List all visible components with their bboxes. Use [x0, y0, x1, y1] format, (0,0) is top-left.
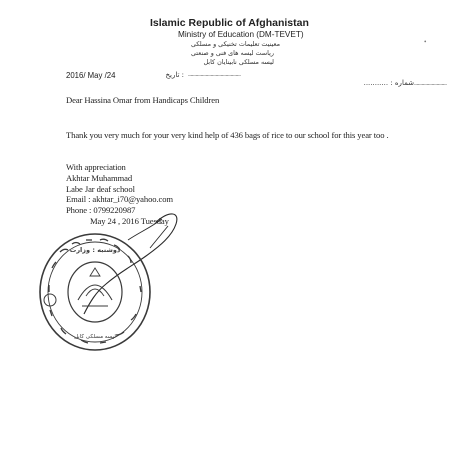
- date-value: 2016/ May /24: [66, 71, 116, 80]
- sender-email: Email : akhtar_i70@yahoo.com: [66, 194, 174, 204]
- letterhead-arabic-line-1: معینیت تعلیمات تخنیکی و مسلکی: [190, 40, 280, 48]
- letterhead-ministry: Ministry of Education (DM-TEVET): [178, 30, 304, 39]
- signed-date: May 24 , 2016 Tuesday: [90, 216, 169, 226]
- signature-stroke: [84, 214, 177, 314]
- salutation: Dear Hassina Omar from Handicaps Children: [66, 95, 220, 105]
- sender-school: Labe Jar deaf school: [66, 184, 135, 194]
- number-label: شماره : ...........: [363, 79, 414, 87]
- sender-name: Akhtar Muhammad: [66, 173, 133, 183]
- stamp-inner-text: لیسه مسلکی کابل: [74, 334, 116, 340]
- letterhead-arabic-line-2: ریاست لیسه های فنی و صنعتی: [190, 49, 274, 57]
- letter-body: Thank you very much for your very kind help of 436 bags of rice to our school for this year too .: [66, 130, 389, 140]
- stamp-outer-text: دوشنبه : وزارت: [69, 246, 121, 254]
- letterhead-arabic-line-3: لیسه مسلکی نابینایان کابل: [203, 58, 274, 66]
- closing: With appreciation: [66, 162, 126, 172]
- date-label: : تاریخ: [165, 71, 184, 79]
- number-dots-right: ..........................: [414, 79, 447, 87]
- margin-dot: •: [424, 38, 427, 46]
- date-dots: ..........................................: [188, 70, 241, 78]
- sender-phone: Phone : 0799220987: [66, 205, 136, 215]
- letterhead-title: Islamic Republic of Afghanistan: [150, 17, 309, 29]
